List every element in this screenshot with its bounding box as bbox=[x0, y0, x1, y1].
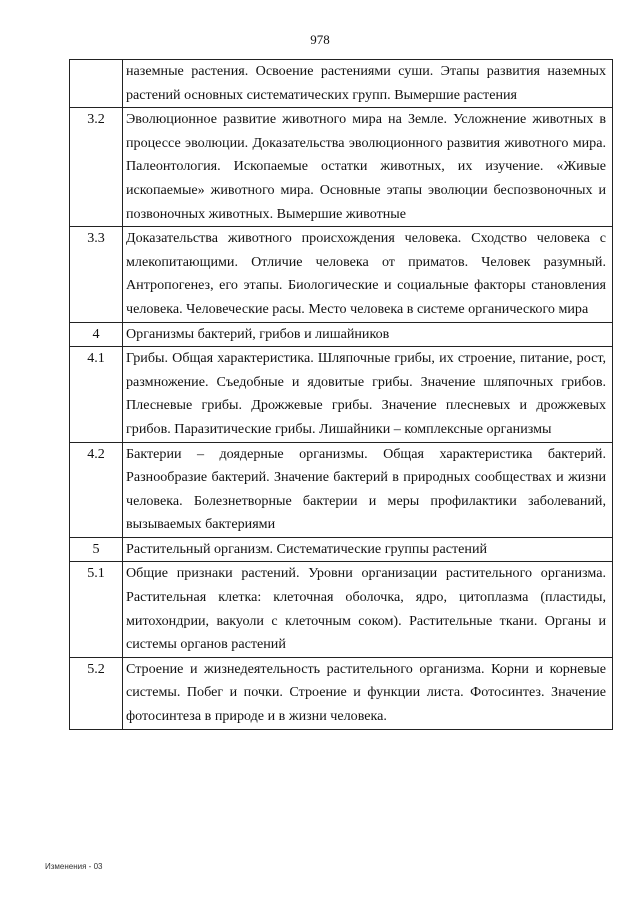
table-row bbox=[70, 347, 613, 442]
row-number: 5.2 bbox=[70, 657, 123, 729]
row-text: Доказательства животного происхождения человека. Сходство человека с млекопитающими. Отличие человека от приматов. Человек разумный. Антропогенез, его этапы. Биологические и социальные факторы становления человека. Человеческие расы. Место человека в системе органического мира bbox=[123, 227, 613, 322]
table-row bbox=[70, 657, 613, 729]
row-number: 5 bbox=[70, 537, 123, 562]
row-number: 5.1 bbox=[70, 562, 123, 657]
row-number: 4 bbox=[70, 322, 123, 347]
row-number: 3.3 bbox=[70, 227, 123, 322]
row-text: Растительный организм. Систематические группы растений bbox=[123, 537, 613, 562]
row-number: 3.2 bbox=[70, 108, 123, 227]
table-row bbox=[70, 322, 613, 347]
table-row bbox=[70, 108, 613, 227]
table-row bbox=[70, 60, 613, 108]
row-text: Организмы бактерий, грибов и лишайников bbox=[123, 322, 613, 347]
page-number: 978 bbox=[310, 32, 330, 47]
table-row bbox=[70, 227, 613, 322]
row-text: Общие признаки растений. Уровни организации растительного организма. Растительная клетка: клеточная оболочка, ядро, цитоплазма (пластиды, митохондрии, вакуоли с клеточным соком). Растительные ткани. Органы и системы органов растений bbox=[123, 562, 613, 657]
row-text: Грибы. Общая характеристика. Шляпочные грибы, их строение, питание, рост, размножение. Съедобные и ядовитые грибы. Значение шляпочных грибов. Плесневые грибы. Дрожжевые грибы. Значение плесневых и дрожжевых грибов. Паразитические грибы. Лишайники – комплексные организмы bbox=[123, 347, 613, 442]
row-number: 4.1 bbox=[70, 347, 123, 442]
table-row bbox=[70, 442, 613, 537]
table-row bbox=[70, 562, 613, 657]
row-text: Бактерии – доядерные организмы. Общая характеристика бактерий. Разнообразие бактерий. Значение бактерий в природных сообществах и жизни человека. Болезнетворные бактерии и меры профилактики заболеваний, вызываемых бактериями bbox=[123, 442, 613, 537]
row-text: Эволюционное развитие животного мира на Земле. Усложнение животных в процессе эволюции. Доказательства эволюционного развития животного мира. Палеонтология. Ископаемые остатки животных, их изучение. «Живые ископаемые» животного мира. Основные этапы эволюции беспозвоночных и позвоночных животных. Вымершие животные bbox=[123, 108, 613, 227]
curriculum-table bbox=[69, 59, 613, 730]
row-text: наземные растения. Освоение растениями суши. Этапы развития наземных растений основных систематических групп. Вымершие растения bbox=[123, 60, 613, 108]
revision-footer: Изменения - 03 bbox=[45, 862, 103, 871]
row-number: 4.2 bbox=[70, 442, 123, 537]
table-row bbox=[70, 537, 613, 562]
row-text: Строение и жизнедеятельность растительного организма. Корни и корневые системы. Побег и почки. Строение и функции листа. Фотосинтез. Значение фотосинтеза в природе и в жизни человека. bbox=[123, 657, 613, 729]
row-number bbox=[70, 60, 123, 108]
